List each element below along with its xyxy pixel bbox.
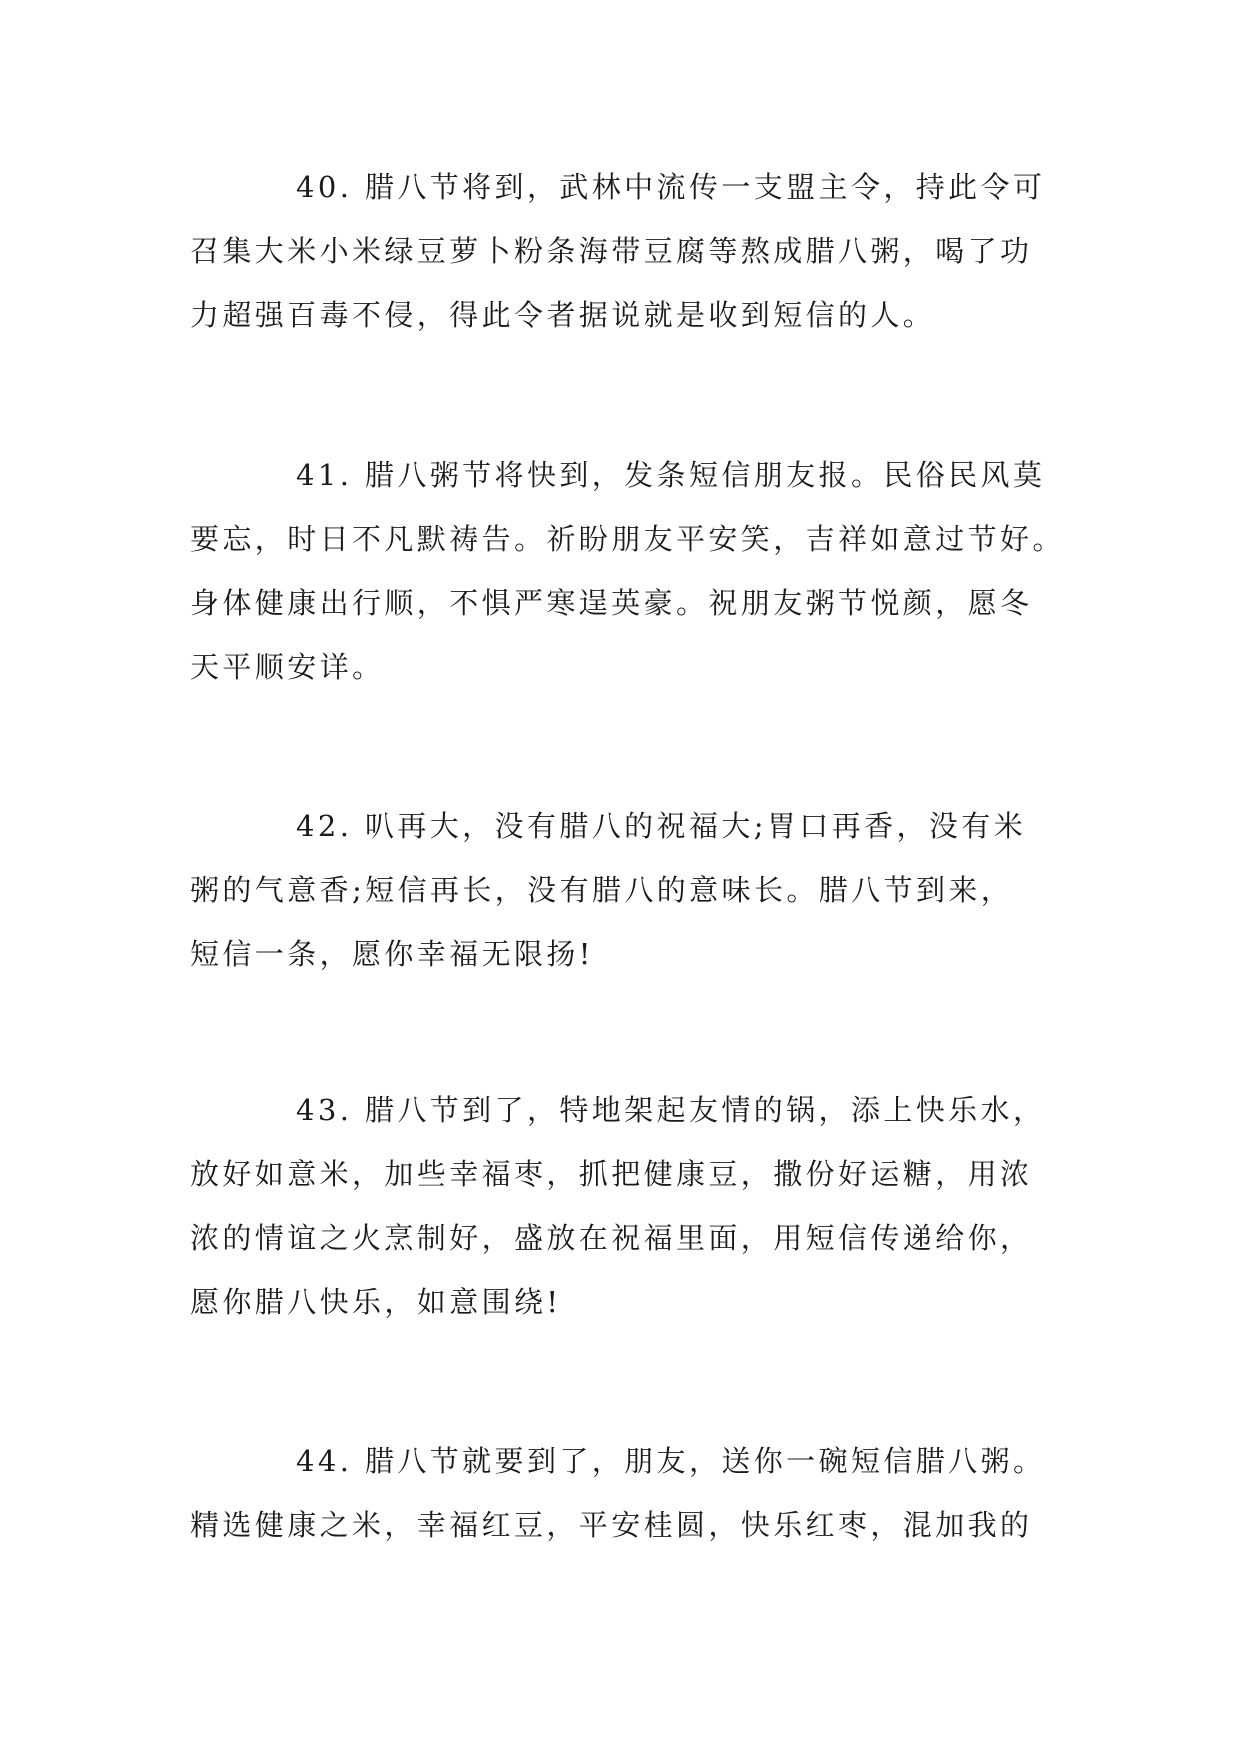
paragraph-41 xyxy=(190,443,1070,699)
paragraph-line: 42. 叭再大，没有腊八的祝福大;胃口再香，没有米 xyxy=(296,809,1027,843)
paragraph-line: 召集大米小米绿豆萝卜粉条海带豆腐等熬成腊八粥，喝了功 xyxy=(190,234,1033,268)
paragraph-40 xyxy=(190,155,1070,347)
paragraph-line: 要忘，时日不凡默祷告。祈盼朋友平安笑，吉祥如意过节好。 xyxy=(190,522,1065,556)
paragraph-line: 愿你腊八快乐，如意围绕! xyxy=(190,1285,562,1319)
paragraph-line: 41. 腊八粥节将快到，发条短信朋友报。民俗民风莫 xyxy=(296,458,1046,492)
paragraph-42 xyxy=(190,794,1070,986)
paragraph-line: 44. 腊八节就要到了，朋友，送你一碗短信腊八粥。 xyxy=(296,1444,1046,1478)
paragraph-line: 粥的气意香;短信再长，没有腊八的意味长。腊八节到来， xyxy=(190,873,1014,907)
paragraph-line: 精选健康之米，幸福红豆，平安桂圆，快乐红枣，混加我的 xyxy=(190,1508,1033,1542)
paragraph-43 xyxy=(190,1078,1070,1334)
paragraph-line: 身体健康出行顺，不惧严寒逞英豪。祝朋友粥节悦颜，愿冬 xyxy=(190,586,1033,620)
paragraph-line: 短信一条，愿你幸福无限扬! xyxy=(190,937,594,971)
paragraph-line: 力超强百毒不侵，得此令者据说就是收到短信的人。 xyxy=(190,298,936,332)
paragraph-line: 43. 腊八节到了，特地架起友情的锅，添上快乐水， xyxy=(296,1093,1046,1127)
paragraph-line: 放好如意米，加些幸福枣，抓把健康豆，撒份好运糖，用浓 xyxy=(190,1157,1033,1191)
paragraph-44 xyxy=(190,1429,1070,1557)
paragraph-line: 浓的情谊之火烹制好，盛放在祝福里面，用短信传递给你， xyxy=(190,1221,1033,1255)
paragraph-line: 40. 腊八节将到，武林中流传一支盟主令，持此令可 xyxy=(296,170,1046,204)
paragraph-line: 天平顺安详。 xyxy=(190,650,385,684)
